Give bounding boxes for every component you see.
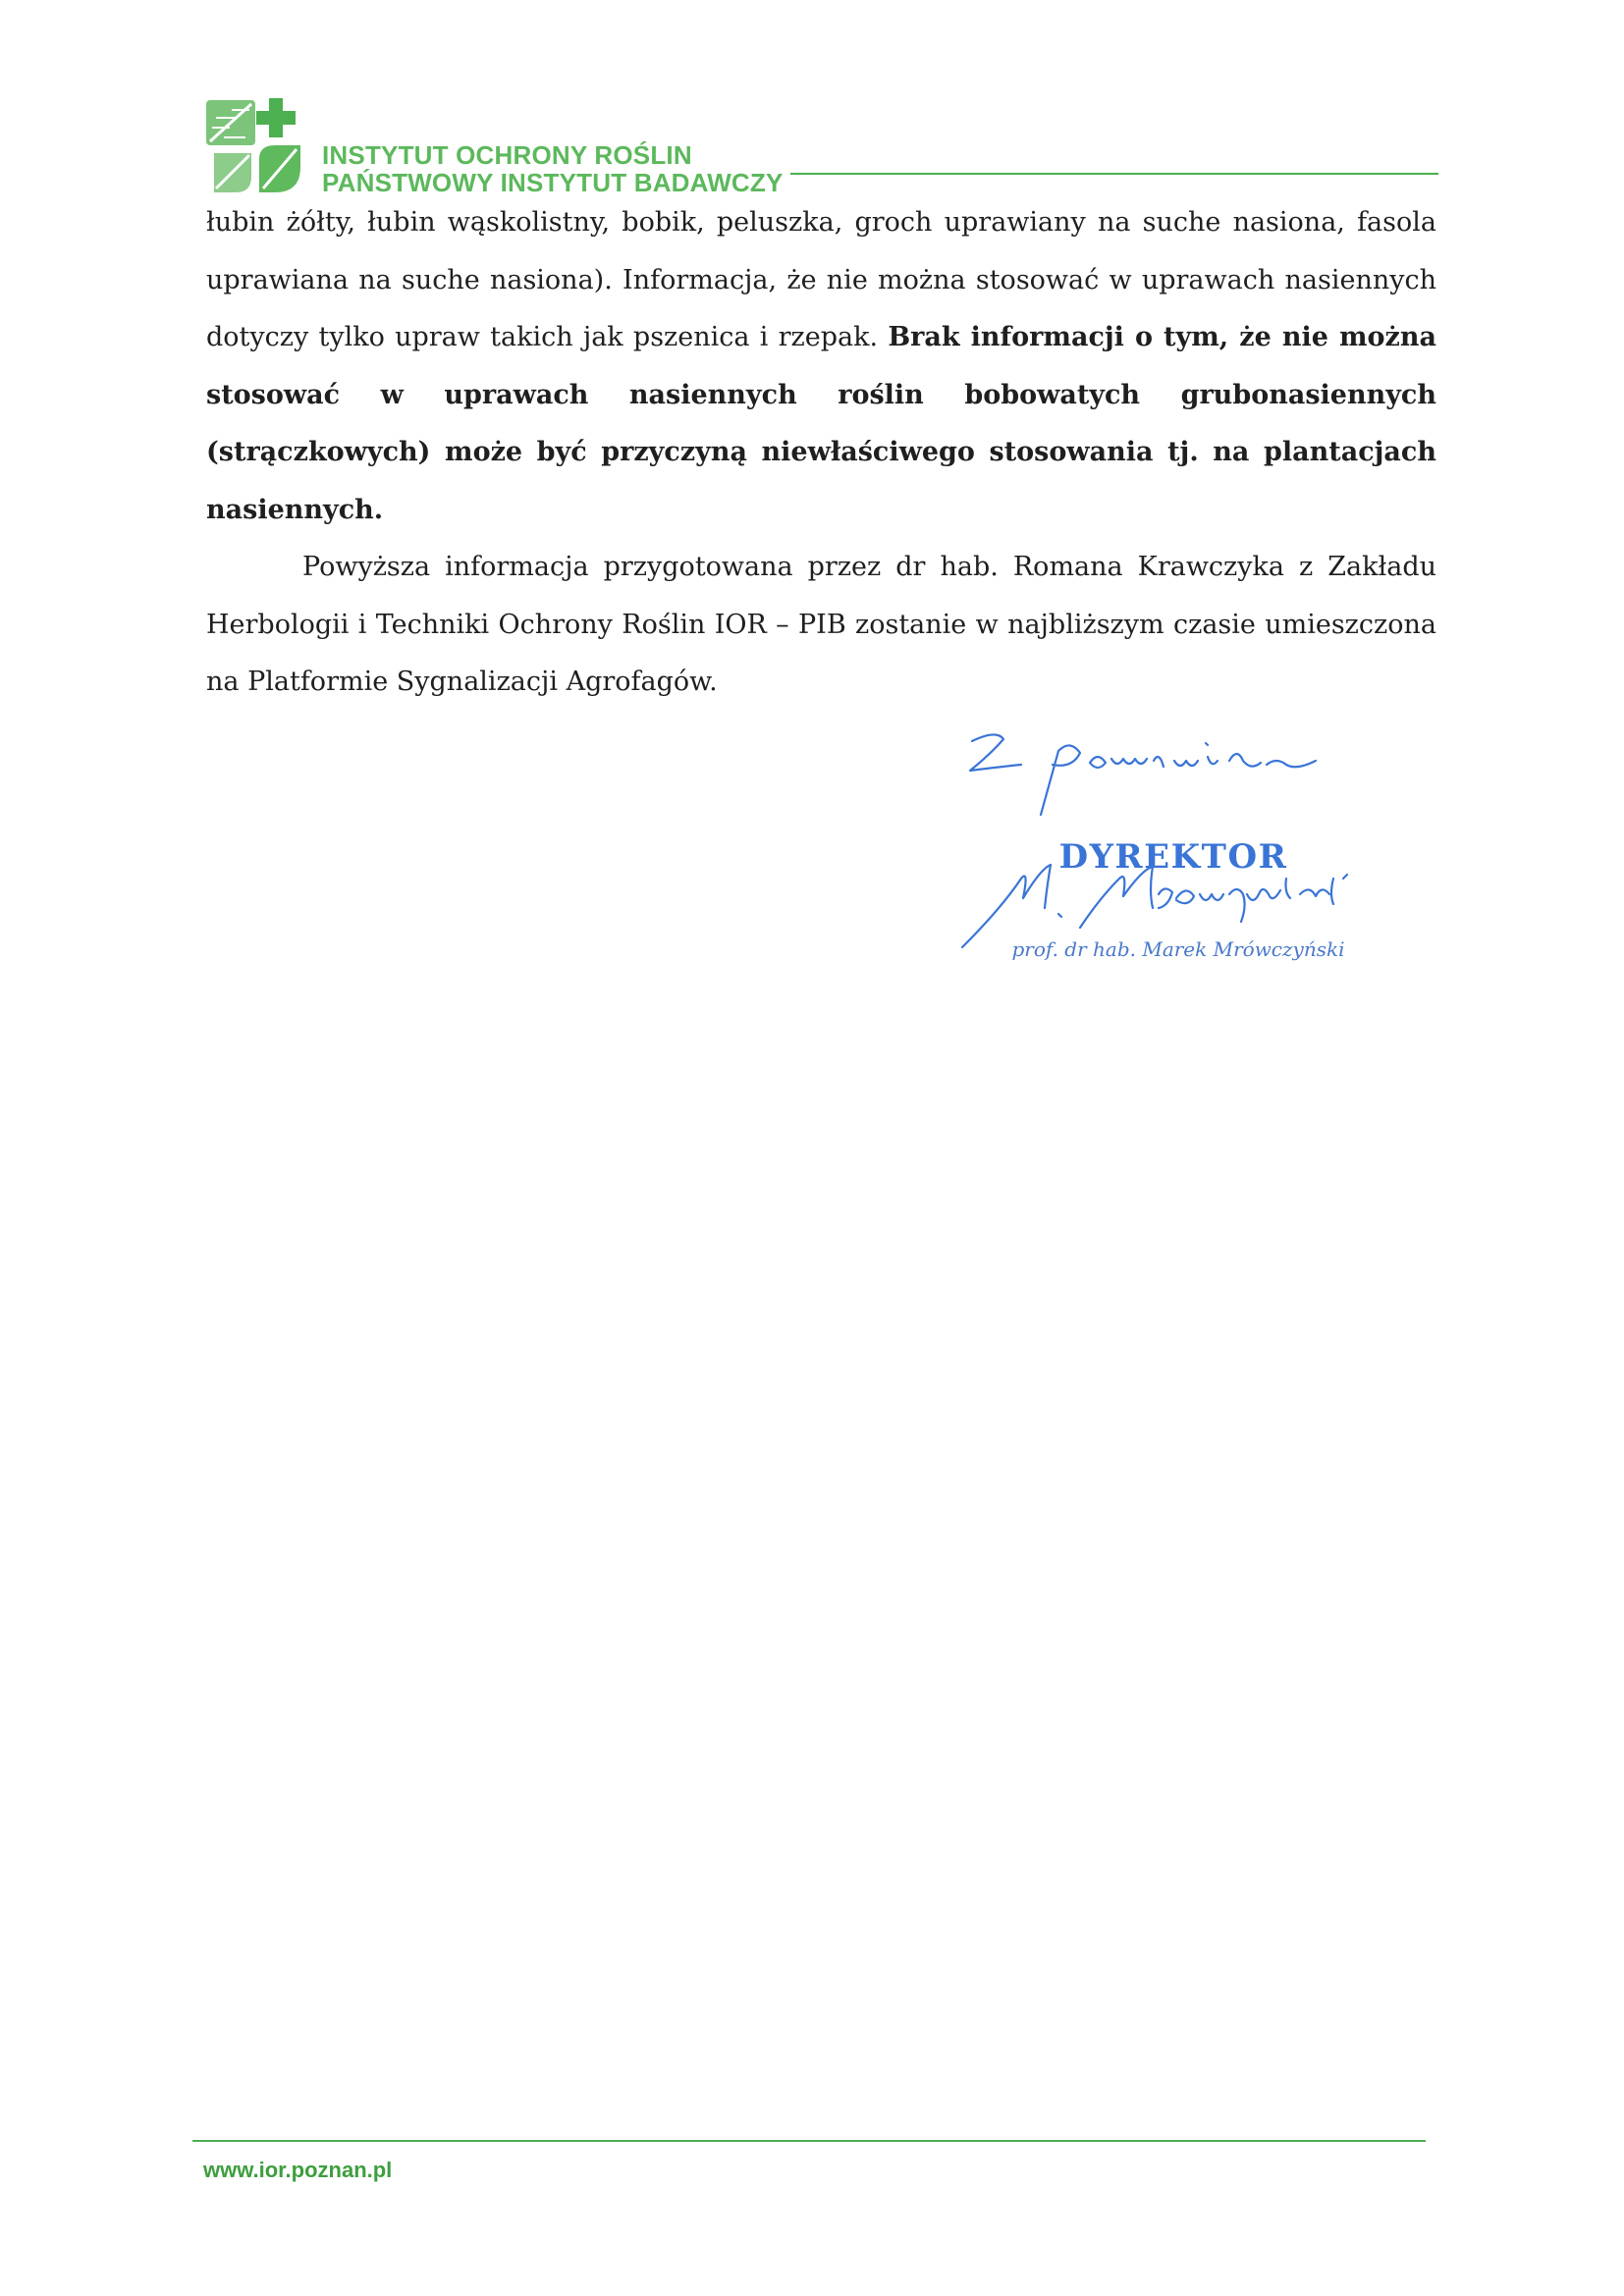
paragraph-1-text: łubin żółty, łubin wąskolistny, bobik, peluszka, groch uprawiany na suche nasiona, fasola uprawiana na suche nasiona). Informacja, że nie można stosować w uprawach nasiennych dotyczy tylko upraw takich jak pszenica i rzepak. <box>206 207 1436 352</box>
institute-name-line1: INSTYTUT OCHRONY ROŚLIN <box>322 140 692 170</box>
letterhead <box>206 98 1438 201</box>
stamp-title: DYREKTOR <box>1058 837 1288 877</box>
institute-name <box>322 141 784 196</box>
paragraph-1 <box>206 194 1436 539</box>
stamp-name: prof. dr hab. Marek Mrówczyński <box>1011 937 1345 961</box>
institute-name-line2: PAŃSTWOWY INSTYTUT BADAWCZY <box>322 168 784 197</box>
footer-divider <box>192 2140 1426 2142</box>
paragraph-2: Powyższa informacja przygotowana przez dr hab. Romana Krawczyka z Zakładu Herbologii i Techniki Ochrony Roślin IOR – PIB zostanie w najbliższym czasie umieszczona na Platformie Sygnalizacji Agrofagów. <box>206 552 1436 697</box>
paragraph-1-bold-warning: Brak informacji o tym, że nie można stosować w uprawach nasiennych roślin bobowatych grubonasiennych (strączkowych) może być przyczyną niewłaściwego stosowania tj. na plantacjach nasiennych. <box>206 322 1436 525</box>
letter-body <box>206 194 1436 712</box>
signature-block <box>943 721 1453 987</box>
leaf-cross-logo-icon <box>206 98 309 198</box>
header-divider <box>790 173 1438 175</box>
footer-website-link[interactable]: www.ior.poznan.pl <box>203 2158 393 2182</box>
